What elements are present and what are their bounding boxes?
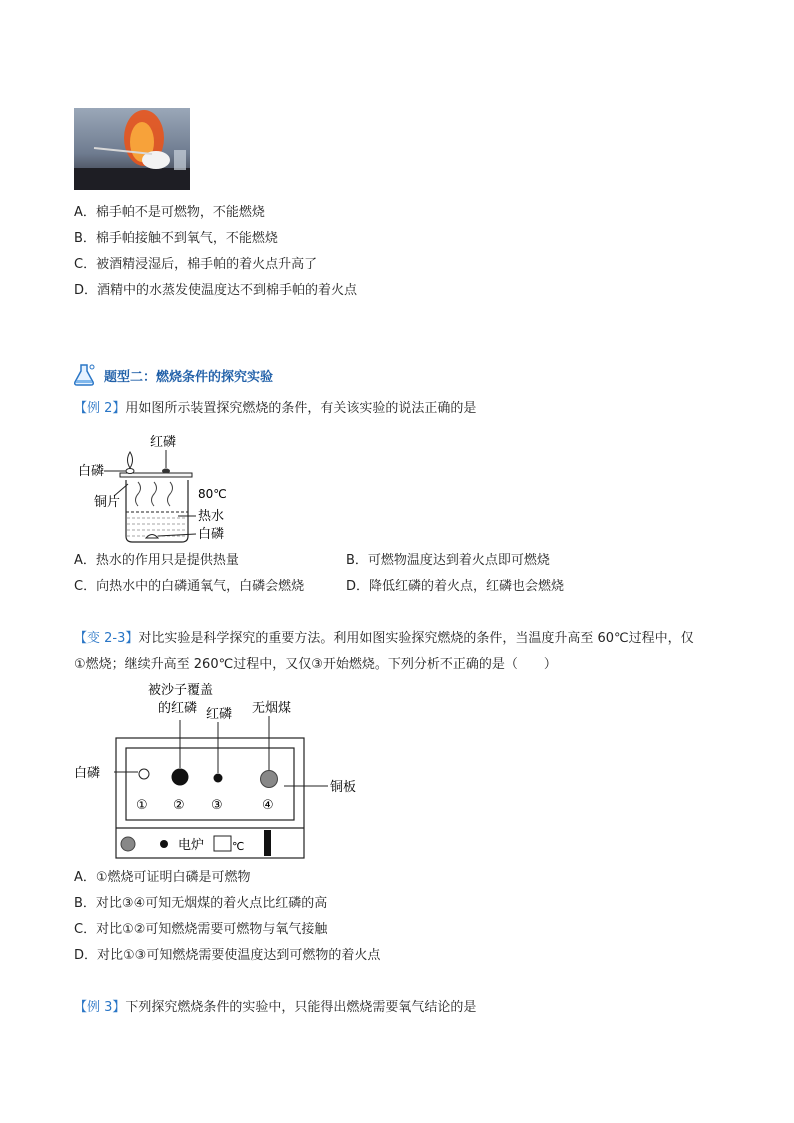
ex2-option-a: A．热水的作用只是提供热量 bbox=[74, 553, 239, 568]
label-red-phosphorus: 红磷 bbox=[206, 707, 233, 722]
num-2: ② bbox=[173, 798, 185, 813]
var23-tag: 【变 2-3】 bbox=[74, 631, 139, 646]
label-white-phosphorus-plate: 白磷 bbox=[78, 464, 105, 479]
stove-indicator-icon bbox=[160, 840, 168, 848]
burning-handkerchief-photo bbox=[74, 108, 190, 190]
var23-question-line1 bbox=[74, 630, 694, 648]
section-title: 题型二：燃烧条件的探究实验 bbox=[104, 370, 274, 385]
sample-white-phosphorus bbox=[139, 769, 149, 779]
white-phosphorus-in-water bbox=[146, 535, 158, 539]
var23-option-b: B．对比③④可知无烟煤的着火点比红磷的高 bbox=[74, 896, 328, 911]
var23-option-c: C．对比①②可知燃烧需要可燃物与氧气接触 bbox=[74, 922, 328, 937]
flask-icon bbox=[72, 362, 98, 388]
label-copper-plate: 铜板 bbox=[330, 780, 357, 795]
stove-knob-icon bbox=[121, 837, 135, 851]
beaker bbox=[126, 480, 188, 542]
var23-apparatus-diagram bbox=[70, 680, 370, 862]
label-stove: 电炉 bbox=[178, 838, 205, 853]
q1-option-b: B．棉手帕接触不到氧气，不能燃烧 bbox=[74, 231, 278, 246]
sample-anthracite bbox=[261, 771, 278, 788]
q1-option-a: A．棉手帕不是可燃物，不能燃烧 bbox=[74, 205, 265, 220]
sample-covered-red-phosphorus bbox=[172, 769, 189, 786]
label-covered-1: 被沙子覆盖 bbox=[148, 683, 214, 698]
temperature-display bbox=[214, 836, 231, 851]
label-covered-2: 的红磷 bbox=[158, 701, 198, 716]
num-1: ① bbox=[136, 798, 148, 813]
ex2-option-c: C．向热水中的白磷通氧气，白磷会燃烧 bbox=[74, 579, 305, 594]
label-celsius: ℃ bbox=[232, 840, 245, 853]
ex2-tag: 【例 2】 bbox=[74, 401, 126, 416]
label-red-phosphorus: 红磷 bbox=[150, 435, 177, 450]
ex2-stem: 用如图所示装置探究燃烧的条件，有关该实验的说法正确的是 bbox=[125, 401, 477, 416]
ex2-apparatus-diagram bbox=[74, 432, 264, 547]
num-3: ③ bbox=[211, 798, 223, 813]
ex2-option-b: B．可燃物温度达到着火点即可燃烧 bbox=[346, 553, 550, 568]
label-temperature: 80℃ bbox=[198, 487, 227, 501]
ex2-option-d: D．降低红磷的着火点，红磷也会燃烧 bbox=[346, 579, 565, 594]
q1-option-d: D．酒精中的水蒸发使温度达不到棉手帕的着火点 bbox=[74, 283, 358, 298]
label-anthracite: 无烟煤 bbox=[252, 701, 292, 716]
ex2-question bbox=[74, 400, 476, 418]
var23-stem-2: ①燃烧；继续升高至 260℃过程中，又仅③开始燃烧。下列分析不正确的是（ ） bbox=[74, 657, 557, 672]
ex3-question bbox=[74, 999, 476, 1017]
white-phosphorus-on-plate bbox=[126, 469, 134, 474]
q1-option-c: C．被酒精浸湿后，棉手帕的着火点升高了 bbox=[74, 257, 318, 272]
label-white-phosphorus-water: 白磷 bbox=[198, 527, 225, 542]
flame-icon bbox=[128, 452, 133, 468]
photo-drawing bbox=[74, 108, 190, 190]
num-4: ④ bbox=[262, 798, 274, 813]
label-copper: 铜片 bbox=[94, 495, 121, 510]
red-phosphorus-on-plate bbox=[162, 469, 170, 474]
label-hot-water: 热水 bbox=[198, 509, 225, 524]
var23-option-d: D．对比①③可知燃烧需要使温度达到可燃物的着火点 bbox=[74, 948, 381, 963]
var23-option-a: A．①燃烧可证明白磷是可燃物 bbox=[74, 870, 251, 885]
var23-stem-1: 对比实验是科学探究的重要方法。利用如图实验探究燃烧的条件，当温度升高至 60℃过程中，仅 bbox=[138, 631, 694, 646]
ex3-tag: 【例 3】 bbox=[74, 1000, 126, 1015]
steam-line bbox=[136, 482, 141, 506]
sample-red-phosphorus bbox=[214, 774, 223, 783]
label-white-phosphorus: 白磷 bbox=[74, 766, 101, 781]
ex3-stem: 下列探究燃烧条件的实验中，只能得出燃烧需要氧气结论的是 bbox=[125, 1000, 477, 1015]
stove-switch-bar bbox=[264, 830, 271, 856]
